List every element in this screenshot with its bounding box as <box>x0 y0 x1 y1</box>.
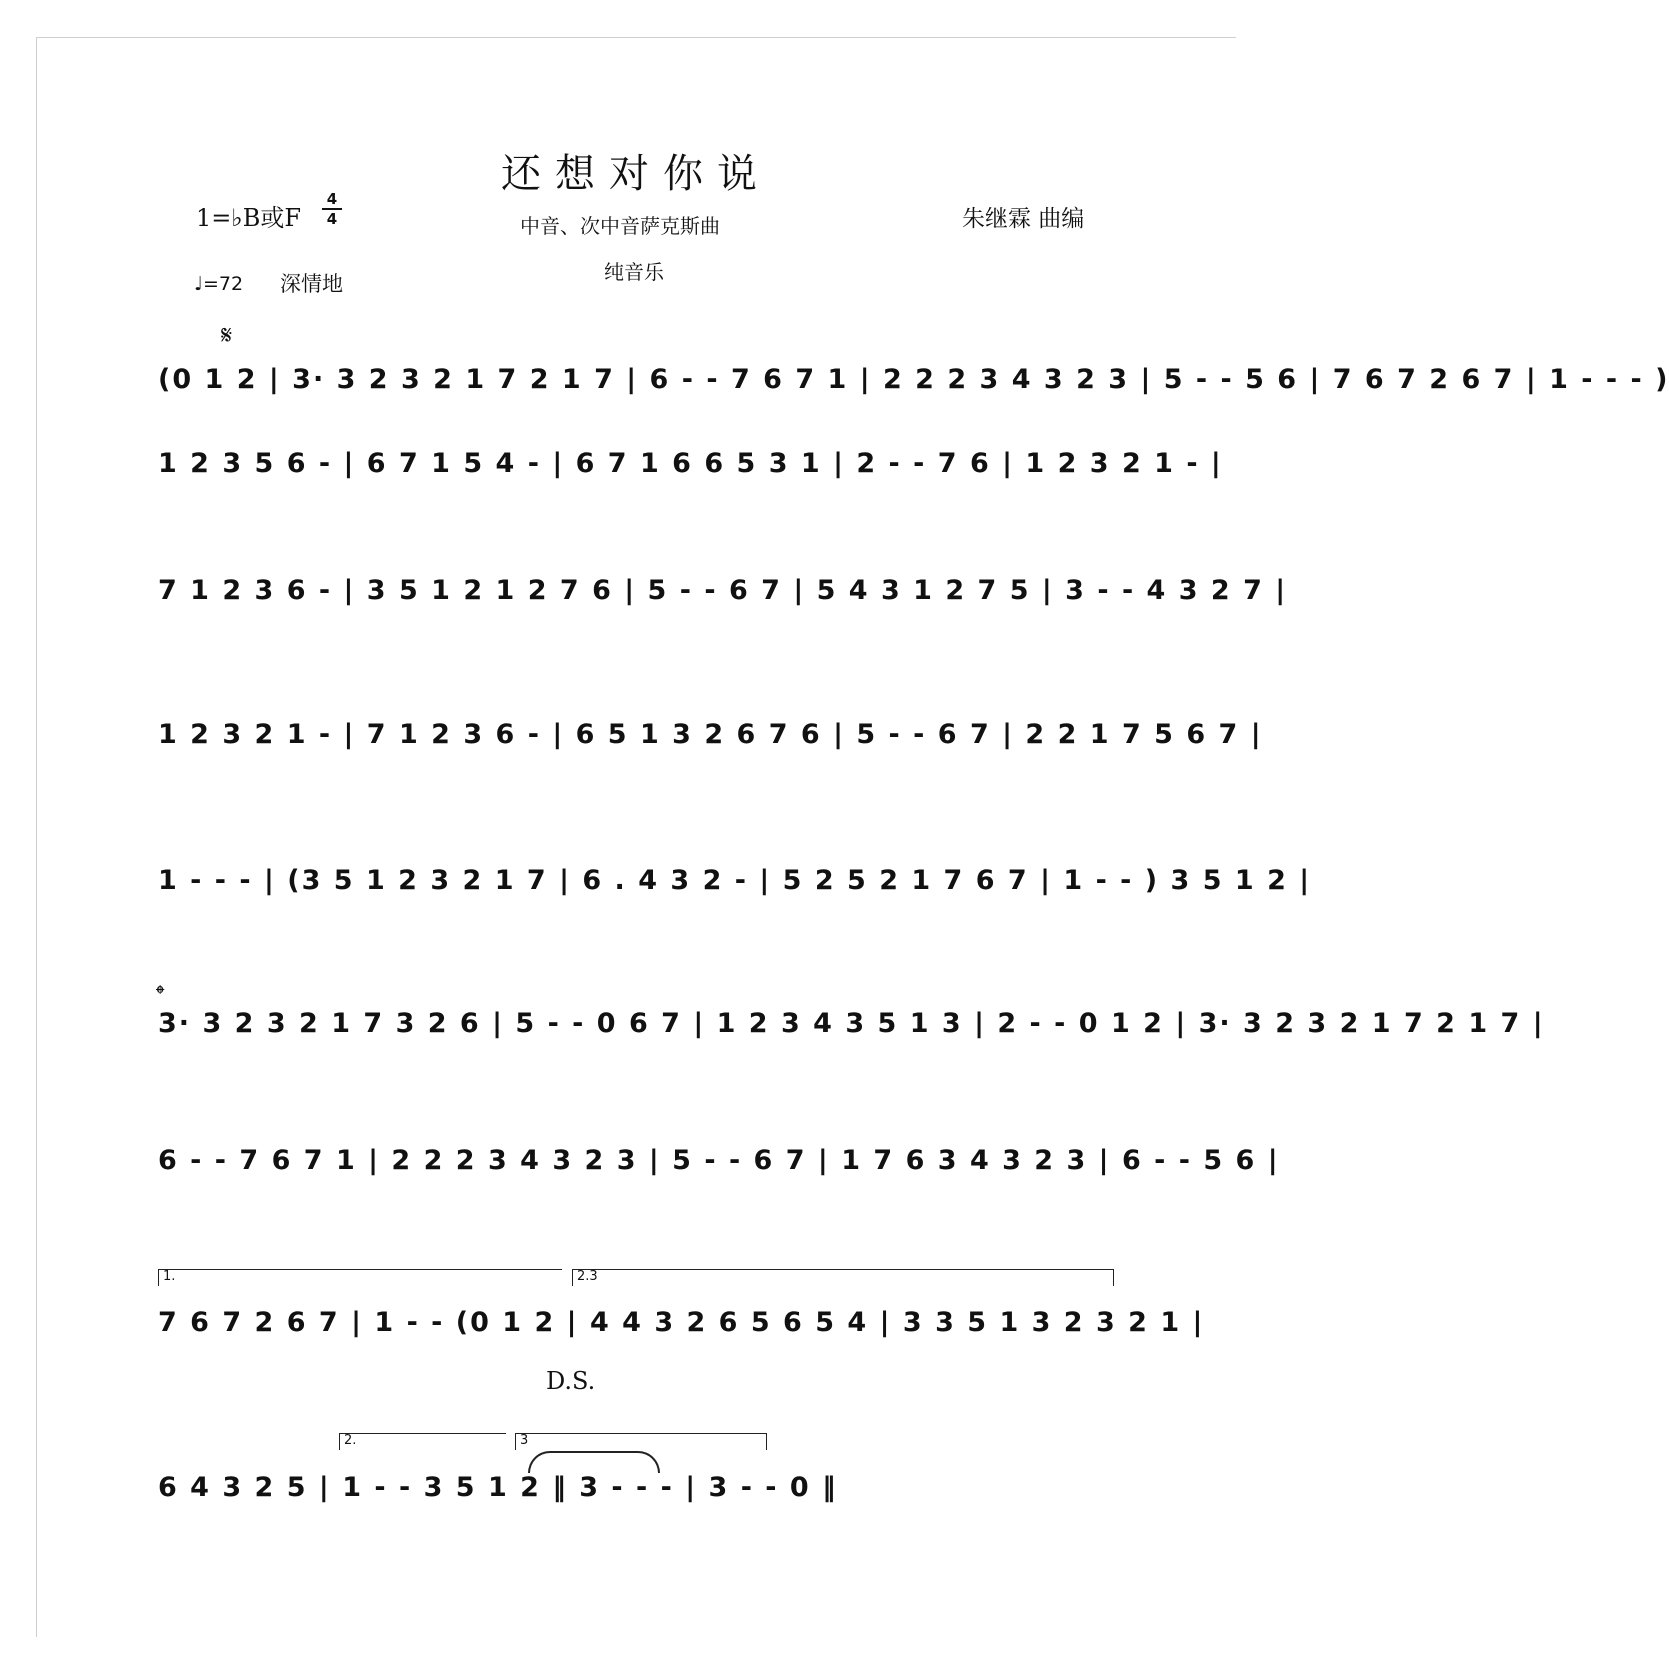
composer: 朱继霖 曲编 <box>962 206 1085 232</box>
coda-icon: 𝄌 <box>156 980 165 1008</box>
key-signature: 1=♭B或F <box>196 204 301 232</box>
time-signature-top: 4 <box>326 190 338 208</box>
volta-label-third: 3 <box>520 1433 529 1448</box>
dal-segno-marking: D.S. <box>546 1367 596 1395</box>
segno-icon: 𝄋 <box>221 321 233 351</box>
genre-label: 纯音乐 <box>604 260 664 284</box>
staff-line-5: 1 - - - | (3 5 1 2 3 2 1 7 | 6 . 4 3 2 - | 5 2 5 2 1 7 6 7 | 1 - - ) 3 5 1 2 | <box>158 865 1312 896</box>
volta-label-second-third: 2.3 <box>577 1269 598 1284</box>
time-signature <box>322 191 342 227</box>
subtitle: 中音、次中音萨克斯曲 <box>520 214 720 238</box>
volta-bracket-first <box>158 1269 562 1286</box>
page-border-left <box>36 37 37 1637</box>
time-signature-bottom: 4 <box>326 210 338 228</box>
staff-line-2: 1 2 3 5 6 - | 6 7 1 5 4 - | 6 7 1 6 6 5 3 1 | 2 - - 7 6 | 1 2 3 2 1 - | <box>158 448 1223 479</box>
staff-line-1: (0 1 2 | 3· 3 2 3 2 1 7 2 1 7 | 6 - - 7 6 7 1 | 2 2 2 3 4 3 2 3 | 5 - - 5 6 | 7 6 7 2 6 7 | 1 - - - ) <box>158 364 1669 395</box>
tempo-marking: ♩=72 <box>194 273 244 295</box>
expression-marking: 深情地 <box>280 272 343 296</box>
song-title: 还想对你说 <box>501 151 771 197</box>
tie-slur <box>528 1451 660 1473</box>
staff-line-3: 7 1 2 3 6 - | 3 5 1 2 1 2 7 6 | 5 - - 6 7 | 5 4 3 1 2 7 5 | 3 - - 4 3 2 7 | <box>158 575 1288 606</box>
staff-line-8: 7 6 7 2 6 7 | 1 - - (0 1 2 | 4 4 3 2 6 5 6 5 4 | 3 3 5 1 3 2 3 2 1 | <box>158 1307 1205 1338</box>
volta-bracket-third <box>515 1433 767 1450</box>
volta-bracket-second-third <box>572 1269 1114 1286</box>
staff-line-7: 6 - - 7 6 7 1 | 2 2 2 3 4 3 2 3 | 5 - - 6 7 | 1 7 6 3 4 3 2 3 | 6 - - 5 6 | <box>158 1145 1280 1176</box>
page-border-top <box>36 37 1236 38</box>
volta-label-first: 1. <box>163 1269 176 1284</box>
staff-line-4: 1 2 3 2 1 - | 7 1 2 3 6 - | 6 5 1 3 2 6 7 6 | 5 - - 6 7 | 2 2 1 7 5 6 7 | <box>158 719 1263 750</box>
staff-line-9: 6 4 3 2 5 | 1 - - 3 5 1 2 ‖ 3 - - - | 3 - - 0 ‖ <box>158 1472 838 1503</box>
volta-label-second: 2. <box>344 1433 357 1448</box>
volta-bracket-second <box>339 1433 506 1450</box>
staff-line-6: 3· 3 2 3 2 1 7 3 2 6 | 5 - - 0 6 7 | 1 2 3 4 3 5 1 3 | 2 - - 0 1 2 | 3· 3 2 3 2 1 7 2 1 7 | <box>158 1008 1545 1039</box>
